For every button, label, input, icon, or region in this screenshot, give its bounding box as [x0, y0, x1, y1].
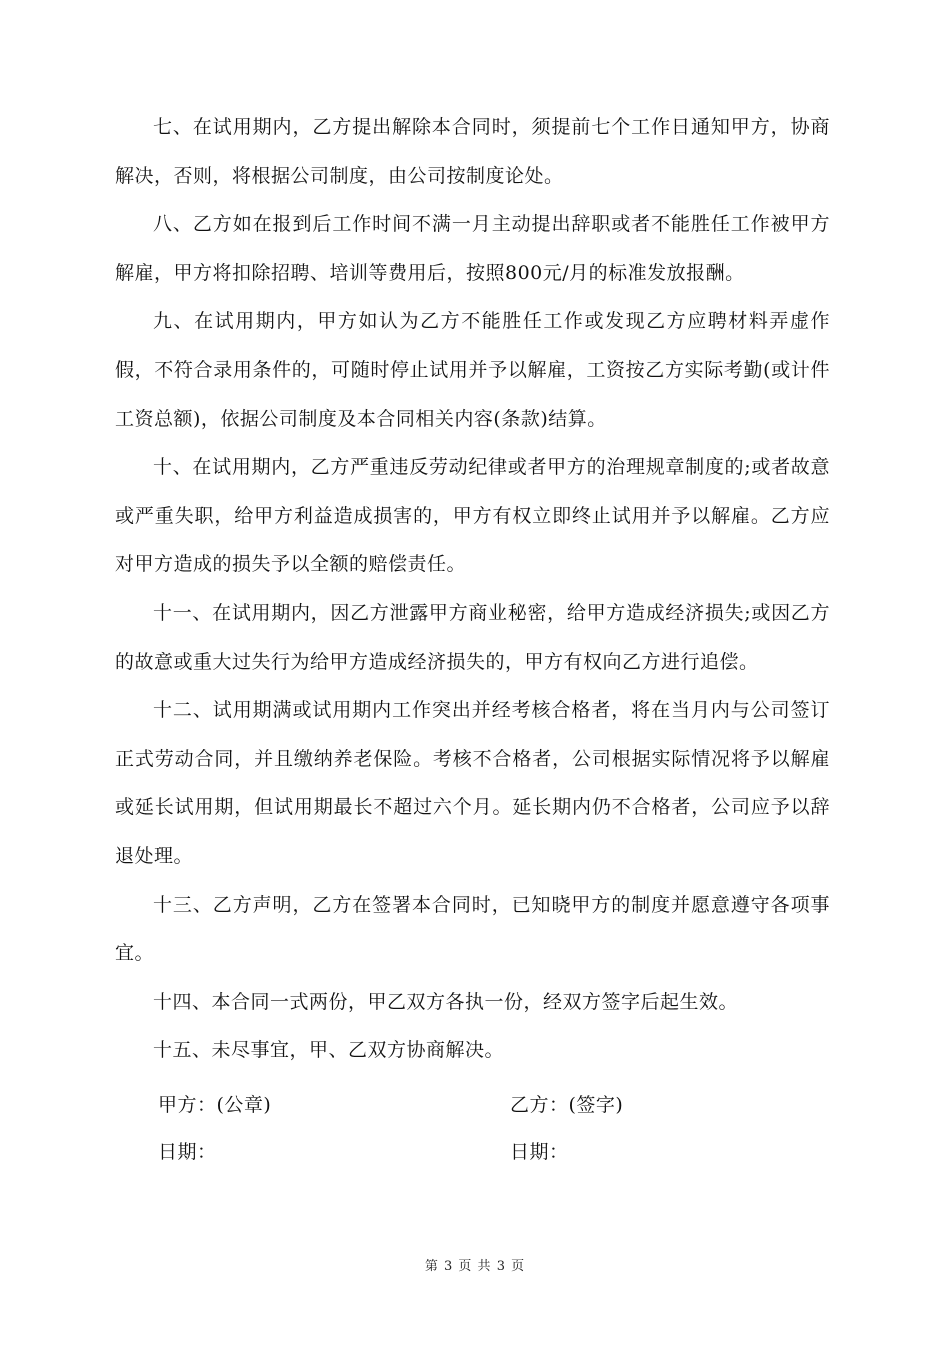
clause-12: 十二、试用期满或试用期内工作突出并经考核合格者，将在当月内与公司签订正式劳动合同，并且缴纳养老保险。考核不合格者，公司根据实际情况将予以解雇或延长试用期，但试用期最长不超过六个月。延长期内仍不合格者，公司应予以辞退处理。 [115, 699, 830, 867]
clause-7: 七、在试用期内，乙方提出解除本合同时，须提前七个工作日通知甲方，协商解决，否则，将根据公司制度，由公司按制度论处。 [115, 116, 830, 187]
party-b-date-label: 日期： [510, 1141, 569, 1163]
signature-date-row [158, 1137, 758, 1167]
page-number-footer: 第 3 页 共 3 页 [424, 1259, 526, 1274]
clause-8: 八、乙方如在报到后工作时间不满一月主动提出辞职或者不能胜任工作被甲方解雇，甲方将扣除招聘、培训等费用后，按照800元/月的标准发放报酬。 [115, 213, 830, 284]
clause-14: 十四、本合同一式两份，甲乙双方各执一份，经双方签字后起生效。 [153, 990, 739, 1013]
clause-13: 十三、乙方声明，乙方在签署本合同时，已知晓甲方的制度并愿意遵守各项事宜。 [115, 893, 830, 965]
clause-15: 十五、未尽事宜，甲、乙双方协商解决。 [153, 1039, 505, 1062]
party-b-sign-label: 乙方：(签字) [510, 1094, 624, 1116]
party-a-date-label: 日期： [158, 1141, 217, 1163]
signature-party-row [158, 1090, 758, 1120]
clause-9: 九、在试用期内，甲方如认为乙方不能胜任工作或发现乙方应聘材料弄虚作假，不符合录用条件的，可随时停止试用并予以解雇，工资按乙方实际考勤(或计件工资总额)，依据公司制度及本合同相关内容(条款)结算。 [115, 310, 830, 430]
clause-11: 十一、在试用期内，因乙方泄露甲方商业秘密，给甲方造成经济损失;或因乙方的故意或重大过失行为给甲方造成经济损失的，甲方有权向乙方进行追偿。 [115, 601, 830, 673]
party-a-seal-label: 甲方：(公章) [158, 1094, 272, 1116]
contract-body [115, 103, 830, 1075]
clause-10: 十、在试用期内，乙方严重违反劳动纪律或者甲方的治理规章制度的;或者故意或严重失职，给甲方利益造成损害的，甲方有权立即终止试用并予以解雇。乙方应对甲方造成的损失予以全额的赔偿责任。 [115, 456, 830, 576]
